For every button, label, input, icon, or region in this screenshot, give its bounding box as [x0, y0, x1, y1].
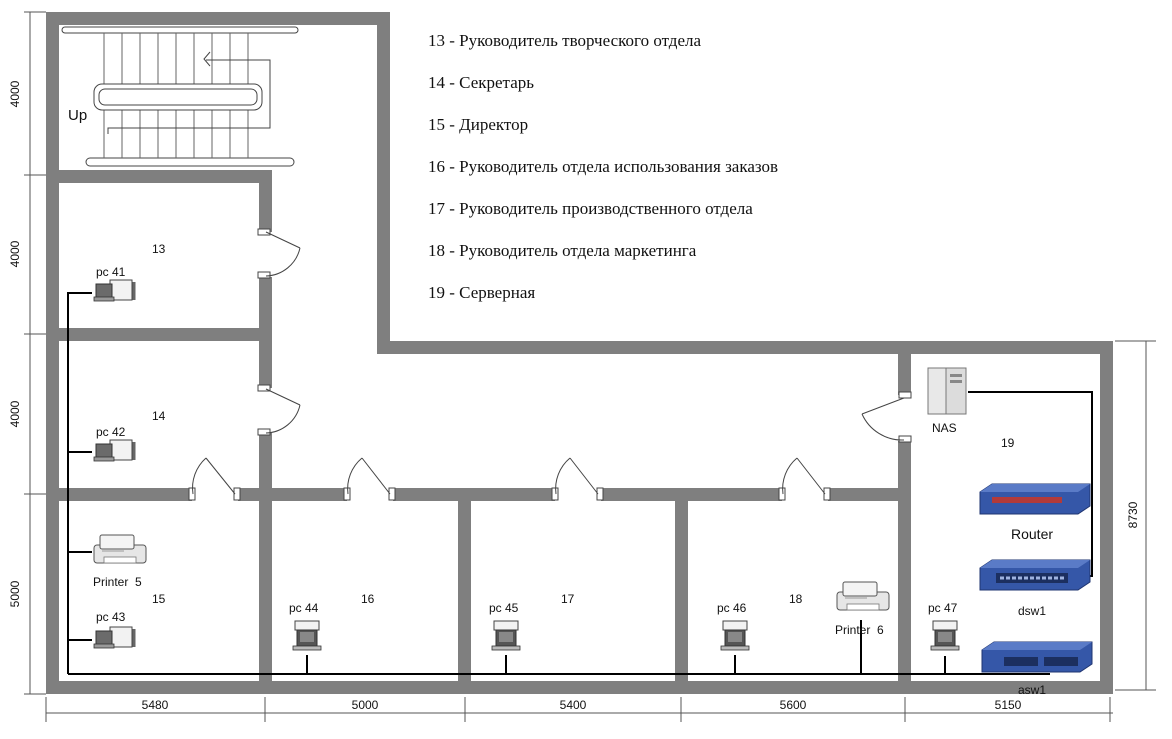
dim-bottom-2: 5000	[351, 698, 379, 712]
room-13-label: 13	[152, 242, 166, 256]
router-icon	[980, 484, 1090, 514]
dim-left-4: 5000	[8, 580, 22, 608]
legend-item-18: 18 - Руководитель отдела маркетинга	[428, 241, 697, 260]
pc-47-label: pc 47	[928, 601, 958, 615]
room-17-label: 17	[561, 592, 575, 606]
room-14-label: 14	[152, 409, 166, 423]
legend-item-13: 13 - Руководитель творческого отдела	[428, 31, 702, 50]
walls	[46, 12, 1113, 694]
room-19-label: 19	[1001, 436, 1015, 450]
pc-47-icon	[931, 621, 959, 650]
dim-right: 8730	[1126, 501, 1140, 529]
dsw1-label: dsw1	[1018, 604, 1047, 618]
pc-44-icon	[293, 621, 321, 650]
pc-41-icon	[94, 280, 134, 301]
room-18-label: 18	[789, 592, 803, 606]
dsw1-icon	[980, 560, 1090, 590]
doors	[189, 229, 911, 500]
nas-icon	[928, 368, 966, 414]
door-openings	[192, 232, 912, 502]
pc-43-label: pc 43	[96, 610, 126, 624]
pc-45-label: pc 45	[489, 601, 519, 615]
router-label: Router	[1011, 526, 1054, 542]
printer-5-icon	[94, 535, 146, 563]
dim-left-3: 4000	[8, 400, 22, 428]
room-labels	[152, 242, 1015, 606]
legend-item-15: 15 - Директор	[428, 115, 529, 134]
pc-43-icon	[94, 627, 134, 648]
asw1-label: asw1	[1018, 683, 1047, 697]
pc-46-label: pc 46	[717, 601, 747, 615]
pc-42-label: pc 42	[96, 425, 126, 439]
stairs-up-label: Up	[68, 107, 88, 124]
printer-6-icon	[837, 582, 889, 610]
printer-5-label: Printer 5	[93, 575, 142, 589]
legend-item-19: 19 - Серверная	[428, 283, 536, 302]
pc-42-icon	[94, 440, 134, 461]
pc-45-icon	[492, 621, 520, 650]
legend-item-16: 16 - Руководитель отдела использования заказов	[428, 157, 779, 176]
dim-left-1: 4000	[8, 80, 22, 108]
legend-item-14: 14 - Секретарь	[428, 73, 534, 92]
room-15-label: 15	[152, 592, 166, 606]
dim-bottom-5: 5150	[994, 698, 1022, 712]
pc-44-label: pc 44	[289, 601, 319, 615]
dim-left-2: 4000	[8, 240, 22, 268]
dim-bottom-3: 5400	[559, 698, 587, 712]
nas-label: NAS	[932, 421, 957, 435]
pc-46-icon	[721, 621, 749, 650]
printer-6-label: Printer 6	[835, 623, 884, 637]
dim-bottom-1: 5480	[141, 698, 169, 712]
pc-41-label: pc 41	[96, 265, 126, 279]
stairs	[62, 27, 298, 166]
legend-item-17: 17 - Руководитель производственного отдела	[428, 199, 753, 218]
dim-bottom-4: 5600	[779, 698, 807, 712]
asw1-icon	[982, 642, 1092, 672]
room-16-label: 16	[361, 592, 375, 606]
